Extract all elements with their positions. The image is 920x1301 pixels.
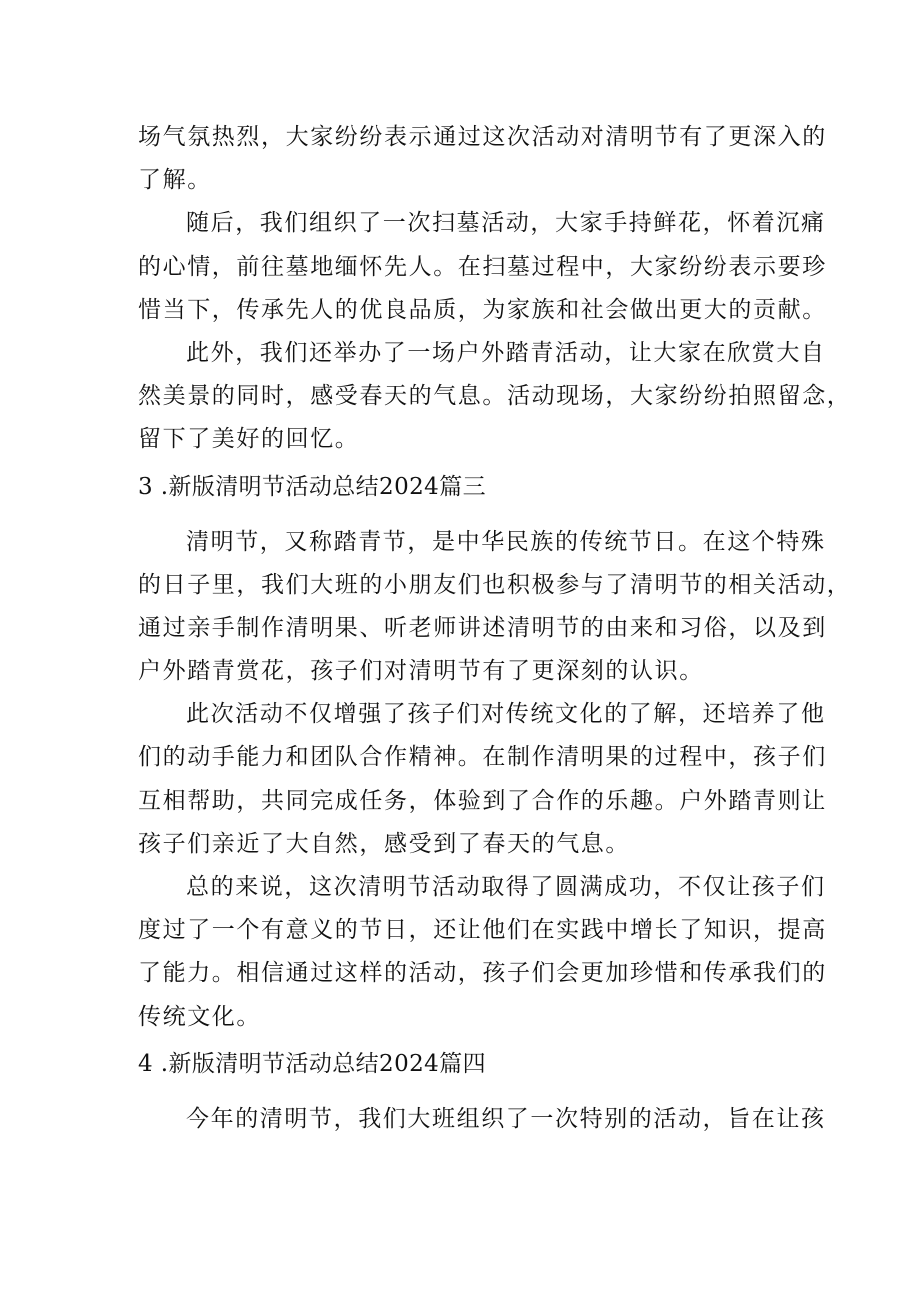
text-line: 度过了一个有意义的节日，还让他们在实践中增长了知识，提高 <box>138 917 827 943</box>
text-line: 随后，我们组织了一次扫墓活动，大家手持鲜花，怀着沉痛 <box>186 210 826 236</box>
text-line: 此次活动不仅增强了孩子们对传统文化的了解，还培养了他 <box>186 701 826 727</box>
text-line: 清明节，又称踏青节，是中华民族的传统节日。在这个特殊 <box>186 529 826 555</box>
text-line: 了解。 <box>138 167 212 193</box>
text-line: 通过亲手制作清明果、听老师讲述清明节的由来和习俗，以及到 <box>138 615 827 641</box>
text-line: 的日子里，我们大班的小朋友们也积极参与了清明节的相关活动， <box>138 572 852 598</box>
text-line: 然美景的同时，感受春天的气息。活动现场，大家纷纷拍照留念， <box>138 383 852 409</box>
text-line: 惜当下，传承先人的优良品质，为家族和社会做出更大的贡献。 <box>138 297 827 323</box>
text-line: 户外踏青赏花，孩子们对清明节有了更深刻的认识。 <box>138 658 704 684</box>
text-line: 留下了美好的回忆。 <box>138 426 360 452</box>
text-line: 传统文化。 <box>138 1004 261 1030</box>
text-line: 们的动手能力和团队合作精神。在制作清明果的过程中，孩子们 <box>138 744 827 770</box>
text-line: 总的来说，这次清明节活动取得了圆满成功，不仅让孩子们 <box>186 874 826 900</box>
text-line: 了能力。相信通过这样的活动，孩子们会更加珍惜和传承我们的 <box>138 960 827 986</box>
text-line: 互相帮助，共同完成任务，体验到了合作的乐趣。户外踏青则让 <box>138 788 827 814</box>
section-heading: 4 .新版清明节活动总结2024篇四 <box>138 1051 486 1077</box>
section-heading: 3 .新版清明节活动总结2024篇三 <box>138 474 486 500</box>
text-line: 孩子们亲近了大自然，感受到了春天的气息。 <box>138 831 630 857</box>
text-line: 今年的清明节，我们大班组织了一次特别的活动，旨在让孩 <box>186 1106 826 1132</box>
text-line: 此外，我们还举办了一场户外踏青活动，让大家在欣赏大自 <box>186 340 826 366</box>
text-line: 场气氛热烈，大家纷纷表示通过这次活动对清明节有了更深入的 <box>138 124 827 150</box>
text-line: 的心情，前往墓地缅怀先人。在扫墓过程中，大家纷纷表示要珍 <box>138 254 827 280</box>
